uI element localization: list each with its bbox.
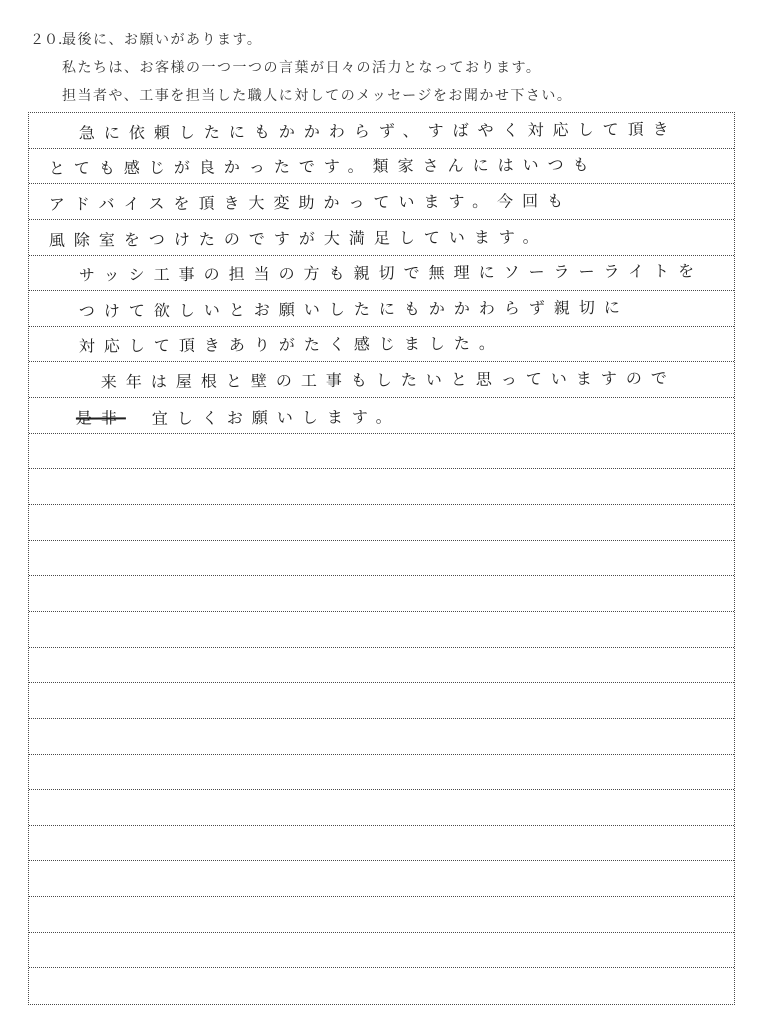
answer-row-empty	[29, 826, 734, 862]
handwritten-line: とても感じが良かったです。類家さんにはいつも	[48, 155, 598, 179]
handwritten-line: 来年は屋根と壁の工事もしたいと思っていますので	[100, 368, 676, 392]
answer-row-empty	[29, 755, 734, 791]
answer-row-empty	[29, 861, 734, 897]
handwritten-line: つけて欲しいとお願いしたにもかかわらず親切に	[78, 297, 629, 321]
answer-row	[29, 362, 734, 398]
handwritten-line: アドバイスを頂き大変助かっています。今回も	[48, 191, 573, 214]
answer-row-empty	[29, 612, 734, 648]
answer-row-empty	[29, 897, 734, 933]
answer-row	[29, 327, 734, 363]
answer-row	[29, 113, 734, 149]
answer-row	[29, 256, 734, 292]
handwritten-line: 風除室をつけたのですが大満足しています。	[48, 226, 548, 250]
answer-row-empty	[29, 469, 734, 505]
answer-row-empty	[29, 648, 734, 684]
struck-out-word: 是非	[75, 408, 126, 428]
answer-box	[28, 112, 735, 1005]
question-number: ２０．	[30, 32, 72, 48]
handwritten-line: 対応して頂きありがたく感じました。	[78, 334, 504, 357]
answer-row-empty	[29, 683, 734, 719]
question-instruction-line: 担当者や、工事を担当した職人に対してのメッセージをお聞かせ下さい。	[62, 88, 573, 104]
answer-row-empty	[29, 434, 734, 470]
handwritten-line: 急に依頼したにもかかわらず、すばやく対応して頂き	[78, 119, 678, 143]
handwritten-line: サッシ工事の担当の方も親切で無理にソーラーライトを	[78, 261, 704, 285]
answer-row-empty	[29, 933, 734, 969]
answer-row	[29, 220, 734, 256]
answer-row	[29, 149, 734, 185]
answer-row-empty	[29, 505, 734, 541]
answer-row-empty	[29, 790, 734, 826]
answer-row-empty	[29, 719, 734, 755]
answer-row-empty	[29, 576, 734, 612]
answer-row	[29, 184, 734, 220]
answer-row-empty	[29, 968, 734, 1004]
answer-row	[29, 291, 734, 327]
handwritten-line: 宜しくお願いします。	[151, 407, 401, 428]
question-title: 最後に、お願いがあります。	[62, 32, 263, 48]
answer-row-empty	[29, 541, 734, 577]
answer-row	[29, 398, 734, 434]
question-instruction-line: 私たちは、お客様の一つ一つの言葉が日々の活力となっております。	[62, 60, 542, 76]
